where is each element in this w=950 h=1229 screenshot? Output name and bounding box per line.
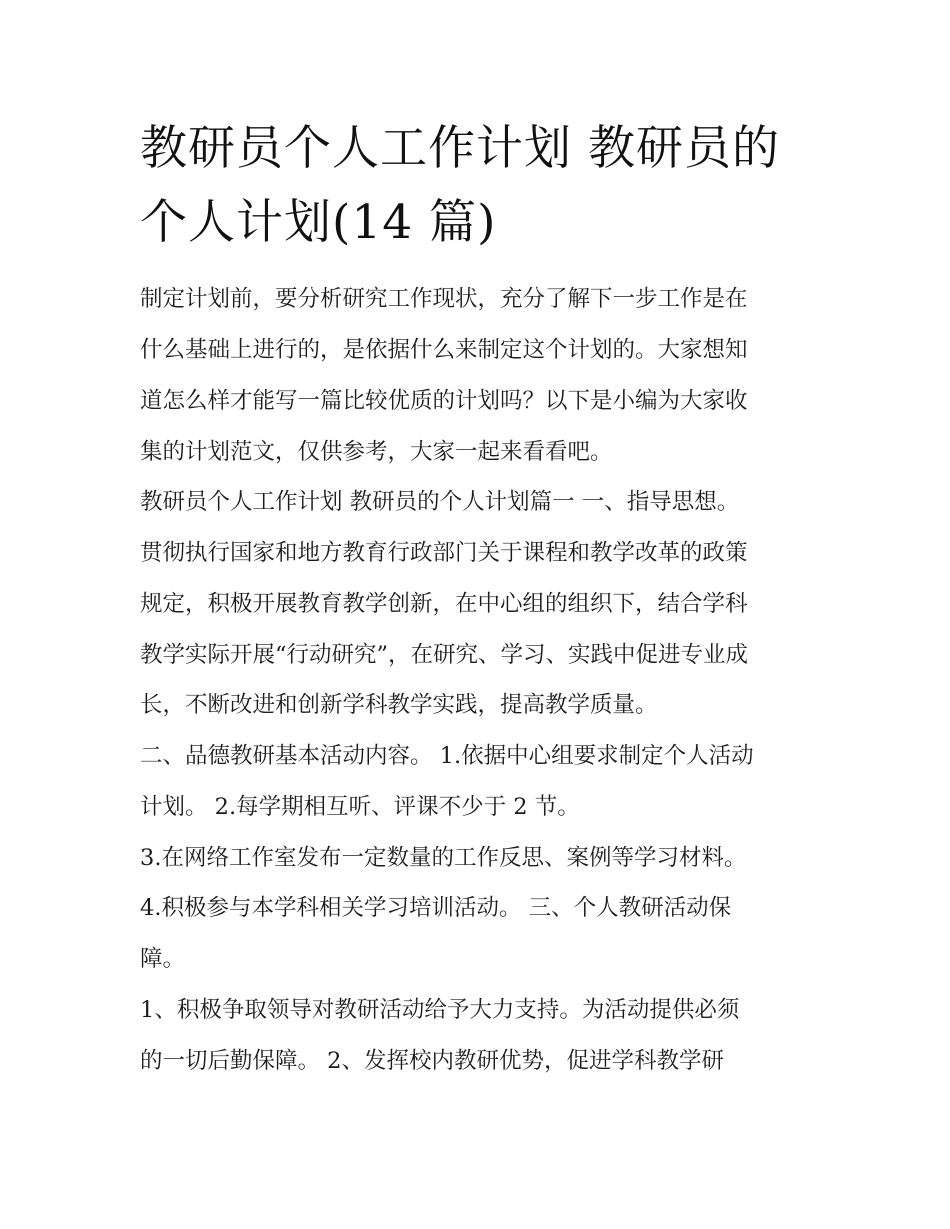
body-line: 3.在网络工作室发布一定数量的工作反思、案例等学习材料。	[140, 845, 747, 871]
body-line: 规定，积极开展教育教学创新，在中心组的组织下，结合学科	[140, 591, 748, 617]
body-line: 4.积极参与本学科相关学习培训活动。 三、个人教研活动保	[140, 895, 732, 921]
body-line: 的一切后勤保障。 2、发挥校内教研优势，促进学科教学研	[140, 1048, 724, 1074]
body-line: 教学实际开展“行动研究”，在研究、学习、实践中促进专业成	[140, 642, 749, 668]
body-line: 计划。 2.每学期相互听、评课不少于 2 节。	[140, 794, 580, 820]
body-line: 制定计划前，要分析研究工作现状，充分了解下一步工作是在	[140, 286, 748, 312]
body-line: 长，不断改进和创新学科教学实践，提高教学质量。	[140, 692, 658, 718]
body-line: 集的计划范文，仅供参考，大家一起来看看吧。	[140, 439, 613, 465]
body-line: 道怎么样才能写一篇比较优质的计划吗？以下是小编为大家收	[140, 388, 748, 414]
title-line-2: 个人计划(14 篇)	[140, 195, 497, 250]
body-line: 什么基础上进行的，是依据什么来制定这个计划的。大家想知	[140, 337, 748, 363]
body-line: 1、积极争取领导对教研活动给予大力支持。为活动提供必须	[140, 997, 740, 1023]
body-line: 障。	[140, 946, 186, 972]
title-line-1: 教研员个人工作计划 教研员的	[140, 121, 780, 176]
body-line: 教研员个人工作计划 教研员的个人计划篇一 一、指导思想。	[140, 489, 740, 515]
body-line: 贯彻执行国家和地方教育行政部门关于课程和教学改革的政策	[140, 540, 748, 566]
body-line: 二、品德教研基本活动内容。 1.依据中心组要求制定个人活动	[140, 743, 754, 769]
